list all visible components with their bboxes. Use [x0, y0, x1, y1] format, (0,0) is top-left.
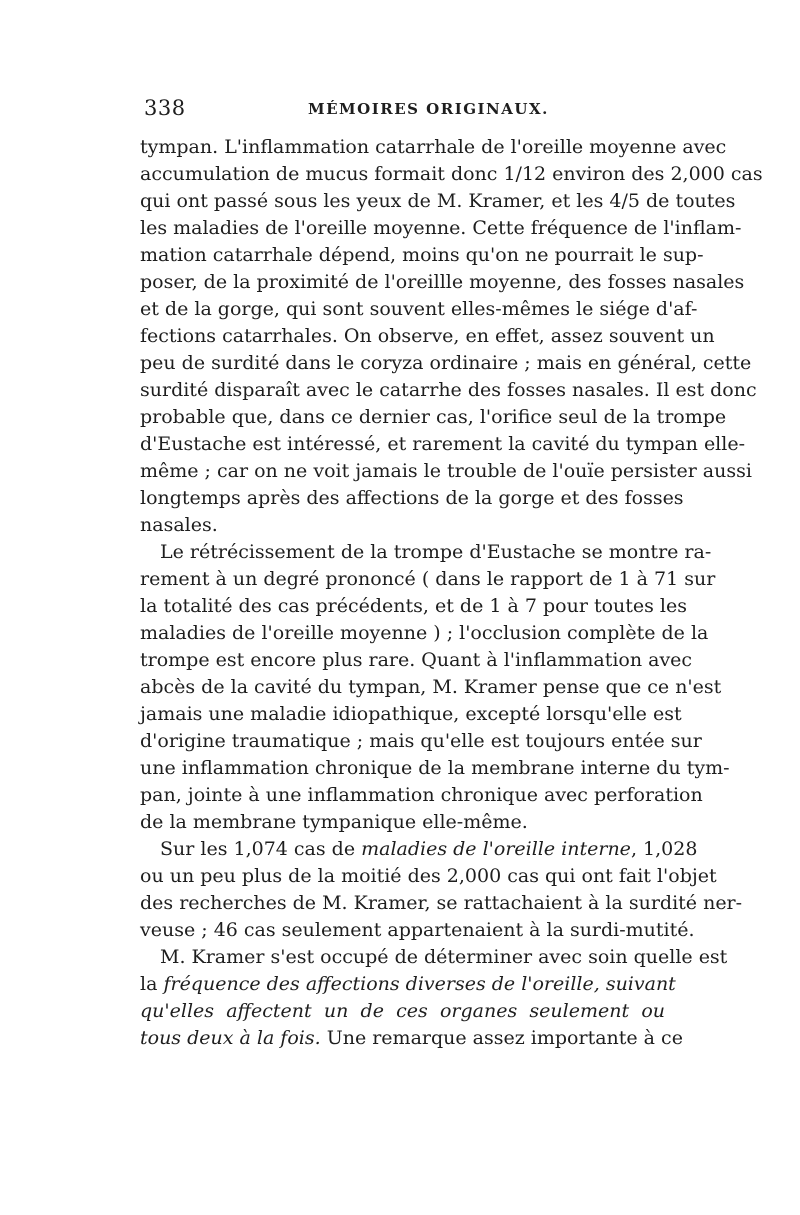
paragraph-end-line: de la membrane tympanique elle-même. [140, 811, 528, 833]
text-line: d'origine traumatique ; mais qu'elle est toujours entée sur [140, 730, 702, 752]
text-run: Une remarque assez importante à ce [320, 1027, 683, 1049]
italic-run: maladies de l'oreille interne [361, 838, 631, 860]
italic-run: fréquence des affections diverses de l'oreille, suivant [163, 973, 676, 995]
text-line [140, 971, 676, 998]
text-line: les maladies de l'oreille moyenne. Cette fréquence de l'inflam- [140, 217, 742, 239]
text-line: tympan. L'inflammation catarrhale de l'oreille moyenne avec [140, 136, 727, 158]
text-line: même ; car on ne voit jamais le trouble de l'ouïe persister aussi [140, 460, 752, 482]
paragraph-start-line: Le rétrécissement de la trompe d'Eustache se montre ra- [160, 541, 712, 563]
text-line: d'Eustache est intéressé, et rarement la cavité du tympan elle- [140, 433, 746, 455]
italic-run: tous deux à la fois. [140, 1027, 321, 1049]
text-line [140, 998, 665, 1025]
text-line: maladies de l'oreille moyenne ) ; l'occlusion complète de la [140, 622, 709, 644]
text-line: longtemps après des affections de la gorge et des fosses [140, 487, 684, 509]
text-line [140, 1025, 683, 1052]
page-number: 338 [144, 96, 186, 120]
body-text [140, 134, 763, 1052]
text-line: des recherches de M. Kramer, se rattachaient à la surdité ner- [140, 892, 743, 914]
text-run: Sur les 1,074 cas de [160, 838, 362, 860]
running-title: MÉMOIRES ORIGINAUX. [308, 100, 549, 118]
text-line: trompe est encore plus rare. Quant à l'inflammation avec [140, 649, 693, 671]
page-header [140, 96, 665, 126]
text-line: pan, jointe à une inflammation chronique avec perforation [140, 784, 703, 806]
paragraph-end-line: nasales. [140, 514, 218, 536]
paragraph-end-line: veuse ; 46 cas seulement appartenaient à la surdi-mutité. [140, 919, 695, 941]
text-line: une inflammation chronique de la membrane interne du tym- [140, 757, 730, 779]
text-line: la totalité des cas précédents, et de 1 à 7 pour toutes les [140, 595, 687, 617]
text-line: ou un peu plus de la moitié des 2,000 cas qui ont fait l'objet [140, 865, 717, 887]
text-line: et de la gorge, qui sont souvent elles-mêmes le siége d'af- [140, 298, 698, 320]
text-line: fections catarrhales. On observe, en effet, assez souvent un [140, 325, 715, 347]
text-run: la [140, 973, 164, 995]
text-line: mation catarrhale dépend, moins qu'on ne pourrait le sup- [140, 244, 704, 266]
text-line: abcès de la cavité du tympan, M. Kramer pense que ce n'est [140, 676, 722, 698]
text-line: qui ont passé sous les yeux de M. Kramer, et les 4/5 de toutes [140, 190, 736, 212]
text-line: probable que, dans ce dernier cas, l'orifice seul de la trompe [140, 406, 727, 428]
text-line: poser, de la proximité de l'oreillle moyenne, des fosses nasales [140, 271, 745, 293]
paragraph-start-line: M. Kramer s'est occupé de déterminer avec soin quelle est [160, 946, 728, 968]
text-line: rement à un degré prononcé ( dans le rapport de 1 à 71 sur [140, 568, 716, 590]
text-line: jamais une maladie idiopathique, excepté lorsqu'elle est [140, 703, 682, 725]
text-run: , 1,028 [630, 838, 698, 860]
text-line: peu de surdité dans le coryza ordinaire ; mais en général, cette [140, 352, 752, 374]
italic-run: qu'elles affectent un de ces organes seulement ou [140, 1000, 665, 1022]
text-line: accumulation de mucus formait donc 1/12 environ des 2,000 cas [140, 163, 763, 185]
text-line: surdité disparaît avec le catarrhe des fosses nasales. Il est donc [140, 379, 757, 401]
paragraph-start-line [140, 836, 698, 863]
